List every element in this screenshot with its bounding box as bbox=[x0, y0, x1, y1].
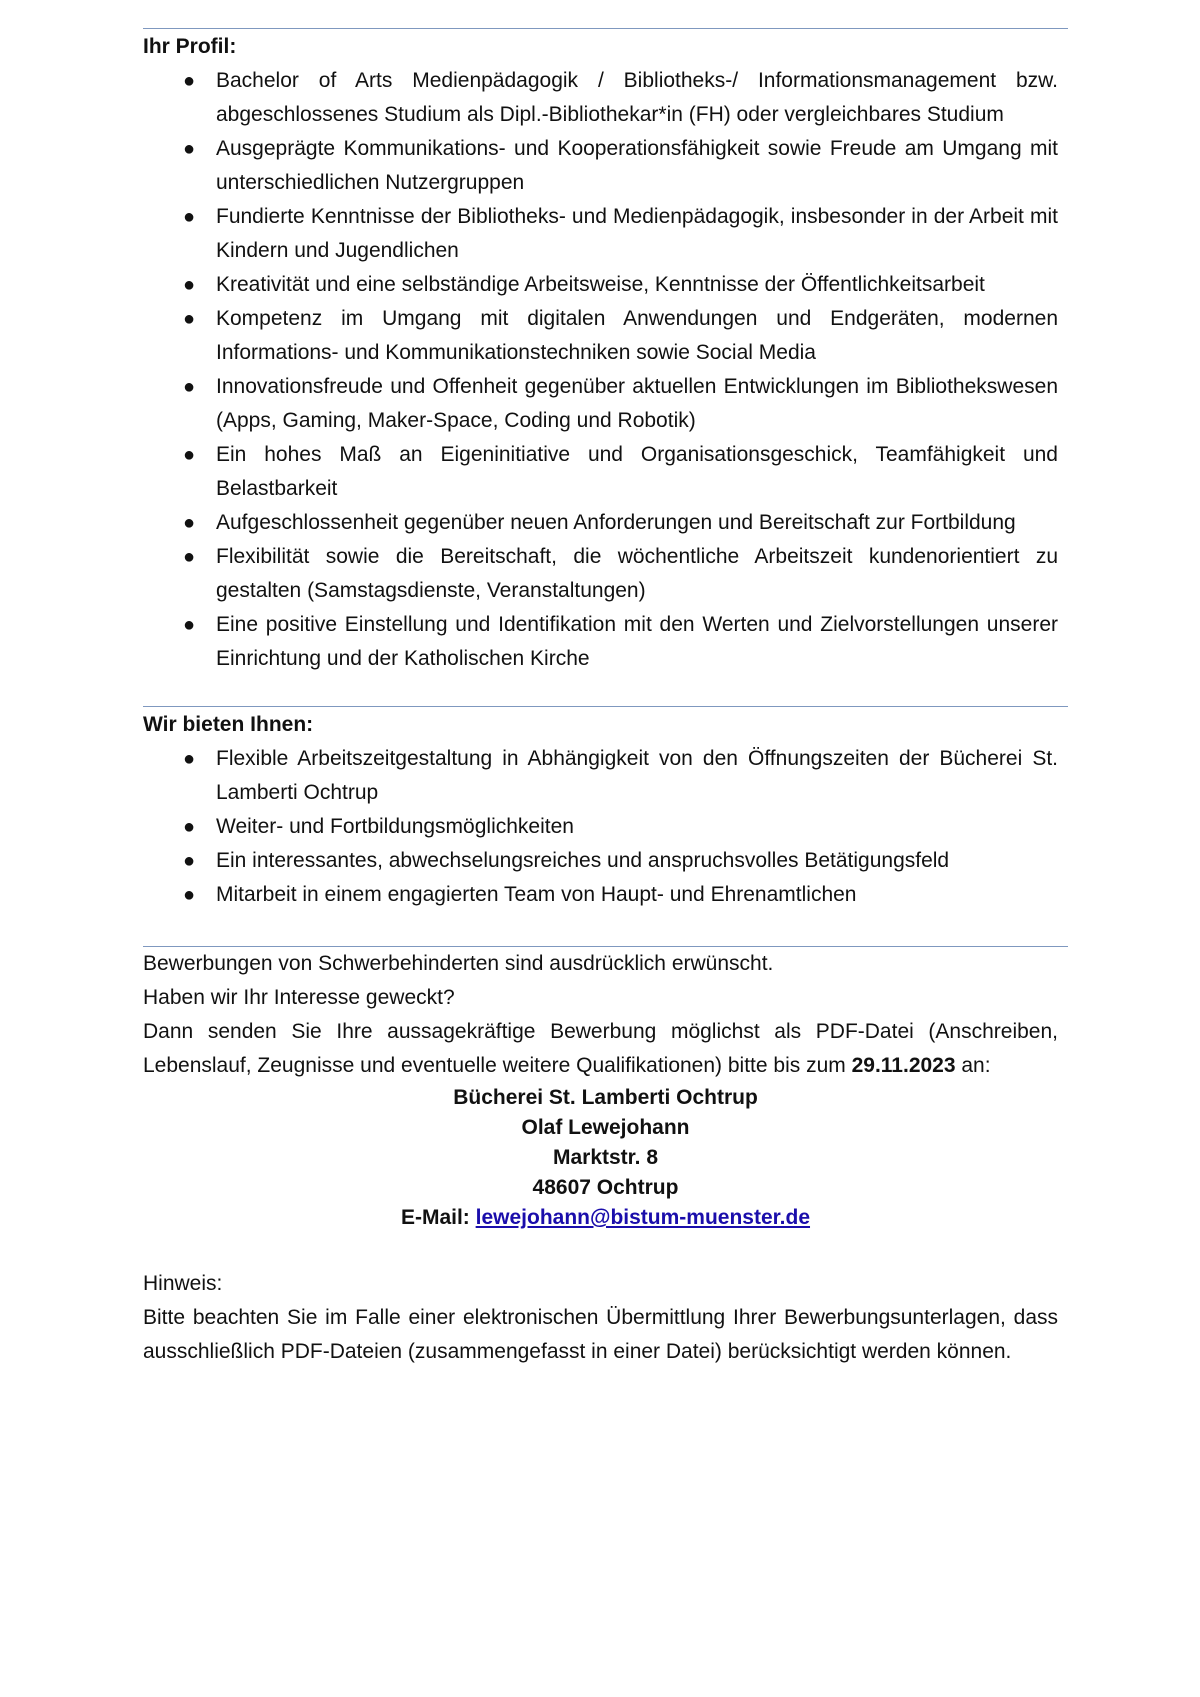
list-item bbox=[143, 268, 1068, 302]
list-item bbox=[143, 302, 1068, 370]
bullet-icon: ● bbox=[182, 748, 196, 770]
application-instructions-suffix: an: bbox=[955, 1054, 991, 1077]
list-item bbox=[143, 132, 1068, 200]
list-item bbox=[143, 370, 1068, 438]
list-item bbox=[143, 506, 1068, 540]
bullet-icon: ● bbox=[182, 70, 196, 92]
list-item-text: Bachelor of Arts Medienpädagogik / Bibliotheks-/ Informationsmanagement bzw. abgeschlossenes Studium als Dipl.-Bibliothekar*in (FH) oder vergleichbares Studium bbox=[216, 69, 1058, 126]
contact-address bbox=[143, 1083, 1068, 1233]
application-instructions-text: Dann senden Sie Ihre aussagekräftige Bewerbung möglichst als PDF-Datei (Anschreiben, Lebenslauf, Zeugnisse und eventuelle weitere Qualifikationen) bitte bis zum bbox=[143, 1020, 1058, 1077]
list-item-text: Flexibilität sowie die Bereitschaft, die wöchentliche Arbeitszeit kundenorientiert zu gestalten (Samstagsdienste, Veranstaltungen) bbox=[216, 545, 1058, 602]
contact-email-link[interactable]: lewejohann@bistum-muenster.de bbox=[475, 1206, 811, 1229]
section-divider bbox=[143, 28, 1068, 29]
note-heading: Hinweis: bbox=[143, 1272, 223, 1295]
list-item-text: Eine positive Einstellung und Identifikation mit den Werten und Zielvorstellungen unserer Einrichtung und der Katholischen Kirche bbox=[216, 613, 1058, 670]
list-item-text: Weiter- und Fortbildungsmöglichkeiten bbox=[216, 815, 574, 838]
contact-city: 48607 Ochtrup bbox=[532, 1176, 679, 1199]
list-item bbox=[143, 64, 1068, 132]
list-item-text: Kreativität und eine selbständige Arbeitsweise, Kenntnisse der Öffentlichkeitsarbeit bbox=[216, 273, 985, 296]
note-text: Bitte beachten Sie im Falle einer elektronischen Übermittlung Ihrer Bewerbungsunterlagen, dass ausschließlich PDF-Dateien (zusammengefasst in einer Datei) berücksichtigt werden können. bbox=[143, 1306, 1058, 1363]
list-item-text: Fundierte Kenntnisse der Bibliotheks- und Medienpädagogik, insbesonder in der Arbeit mit Kindern und Jugendlichen bbox=[216, 205, 1058, 262]
bullet-icon: ● bbox=[182, 816, 196, 838]
profile-heading: Ihr Profil: bbox=[143, 35, 237, 58]
bullet-icon: ● bbox=[182, 850, 196, 872]
list-item-text: Innovationsfreude und Offenheit gegenüber aktuellen Entwicklungen im Bibliothekswesen (Apps, Gaming, Maker-Space, Coding und Robotik) bbox=[216, 375, 1058, 432]
list-item bbox=[143, 844, 1068, 878]
offer-list bbox=[143, 742, 1068, 912]
document-page bbox=[143, 0, 1068, 1369]
list-item-text: Ausgeprägte Kommunikations- und Kooperationsfähigkeit sowie Freude am Umgang mit unterschiedlichen Nutzergruppen bbox=[216, 137, 1058, 194]
offer-heading: Wir bieten Ihnen: bbox=[143, 713, 314, 736]
list-item bbox=[143, 540, 1068, 608]
contact-street: Marktstr. 8 bbox=[552, 1146, 659, 1169]
contact-email-line bbox=[143, 1203, 1068, 1233]
bullet-icon: ● bbox=[182, 274, 196, 296]
bullet-icon: ● bbox=[182, 444, 196, 466]
list-item bbox=[143, 608, 1068, 676]
list-item-text: Ein hohes Maß an Eigeninitiative und Organisationsgeschick, Teamfähigkeit und Belastbarkeit bbox=[216, 443, 1058, 500]
bullet-icon: ● bbox=[182, 884, 196, 906]
bullet-icon: ● bbox=[182, 546, 196, 568]
bullet-icon: ● bbox=[182, 512, 196, 534]
list-item bbox=[143, 878, 1068, 912]
profile-list bbox=[143, 64, 1068, 676]
list-item-text: Ein interessantes, abwechselungsreiches und anspruchsvolles Betätigungsfeld bbox=[216, 849, 950, 872]
application-line-interest: Haben wir Ihr Interesse geweckt? bbox=[143, 986, 455, 1009]
list-item bbox=[143, 200, 1068, 268]
list-item-text: Kompetenz im Umgang mit digitalen Anwendungen und Endgeräten, modernen Informations- und Kommunikationstechniken sowie Social Media bbox=[216, 307, 1058, 364]
bullet-icon: ● bbox=[182, 614, 196, 636]
contact-email-label: E-Mail: bbox=[400, 1206, 476, 1229]
contact-person: Olaf Lewejohann bbox=[521, 1116, 690, 1139]
section-divider bbox=[143, 706, 1068, 707]
list-item bbox=[143, 810, 1068, 844]
application-line-disability: Bewerbungen von Schwerbehinderten sind ausdrücklich erwünscht. bbox=[143, 952, 774, 975]
list-item-text: Aufgeschlossenheit gegenüber neuen Anforderungen und Bereitschaft zur Fortbildung bbox=[216, 511, 1016, 534]
bullet-icon: ● bbox=[182, 376, 196, 398]
bullet-icon: ● bbox=[182, 308, 196, 330]
list-item bbox=[143, 438, 1068, 506]
list-item bbox=[143, 742, 1068, 810]
application-deadline: 29.11.2023 bbox=[851, 1054, 956, 1077]
list-item-text: Flexible Arbeitszeitgestaltung in Abhängigkeit von den Öffnungszeiten der Bücherei St. Lamberti Ochtrup bbox=[216, 747, 1058, 804]
bullet-icon: ● bbox=[182, 206, 196, 228]
bullet-icon: ● bbox=[182, 138, 196, 160]
application-instructions bbox=[143, 1015, 1068, 1083]
contact-organisation: Bücherei St. Lamberti Ochtrup bbox=[453, 1086, 758, 1109]
list-item-text: Mitarbeit in einem engagierten Team von Haupt- und Ehrenamtlichen bbox=[216, 883, 857, 906]
spacer bbox=[143, 1233, 1068, 1267]
